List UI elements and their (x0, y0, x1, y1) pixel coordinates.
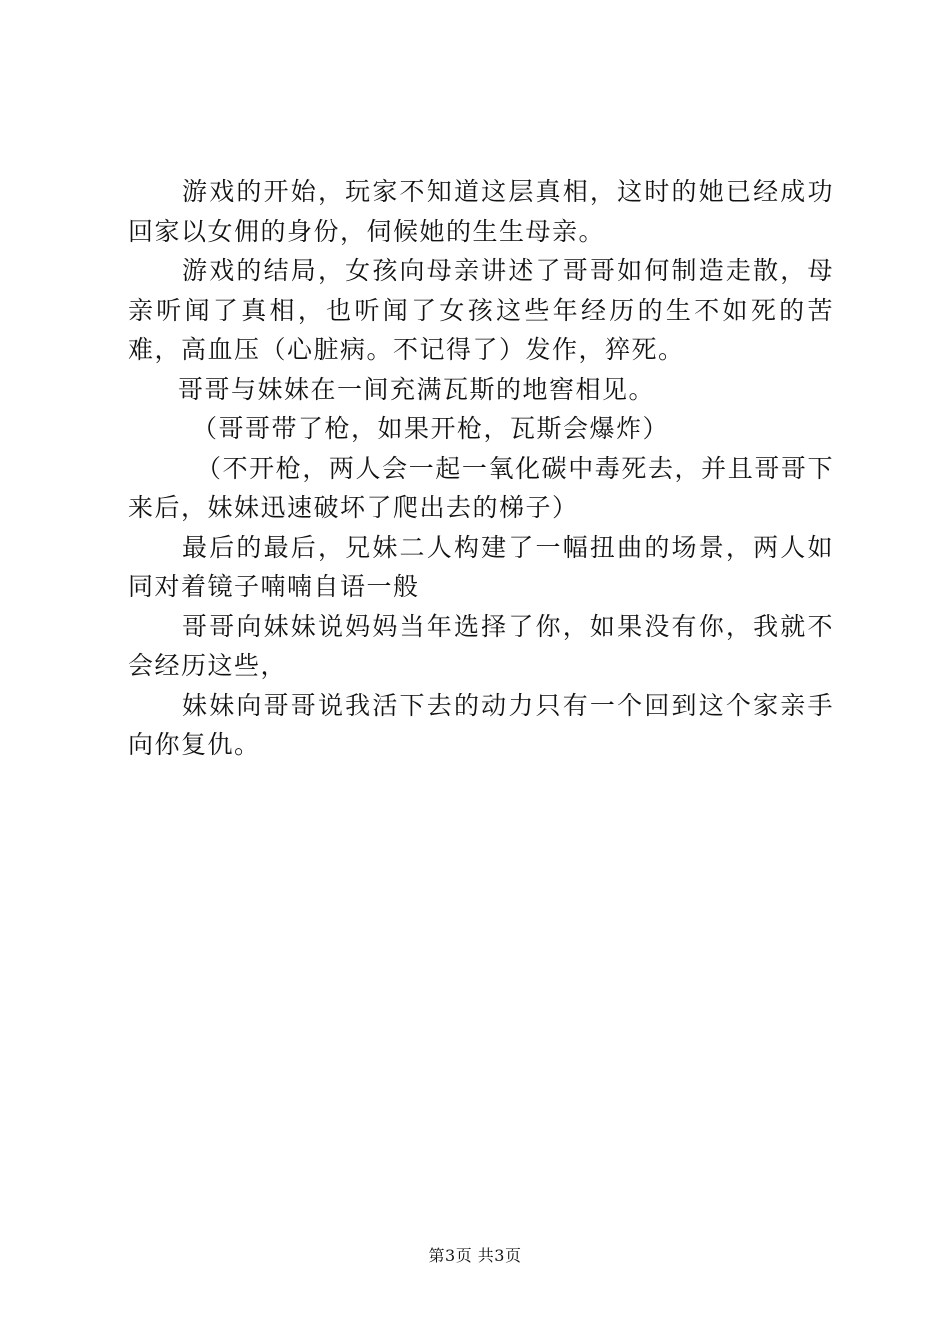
paragraph-no-gun-note: （不开枪，两人会一起一氧化碳中毒死去，并且哥哥下来后，妹妹迅速破坏了爬出去的梯子） (128, 453, 834, 522)
paragraph-final-scene: 最后的最后，兄妹二人构建了一幅扭曲的场景，两人如同对着镜子喃喃自语一般 (128, 532, 834, 601)
paragraph-game-ending: 游戏的结局，女孩向母亲讲述了哥哥如何制造走散，母亲听闻了真相，也听闻了女孩这些年经历的生不如死的苦难，高血压（心脏病。不记得了）发作，猝死。 (128, 256, 834, 364)
paragraph-brother-speech: 哥哥向妹妹说妈妈当年选择了你，如果没有你，我就不会经历这些， (128, 611, 834, 680)
document-body (128, 172, 834, 765)
paragraph-cellar-meeting: 哥哥与妹妹在一间充满瓦斯的地窖相见。 (178, 374, 656, 404)
page-footer (0, 1243, 950, 1266)
paragraph-sister-speech: 妹妹向哥哥说我活下去的动力只有一个回到这个家亲手向你复仇。 (128, 690, 834, 759)
page-number-label: 第3页 共3页 (428, 1246, 522, 1265)
paragraph-game-start: 游戏的开始，玩家不知道这层真相，这时的她已经成功回家以女佣的身份，伺候她的生生母亲。 (128, 177, 834, 246)
paragraph-gun-note: （哥哥带了枪，如果开枪，瓦斯会爆炸） (192, 414, 670, 443)
